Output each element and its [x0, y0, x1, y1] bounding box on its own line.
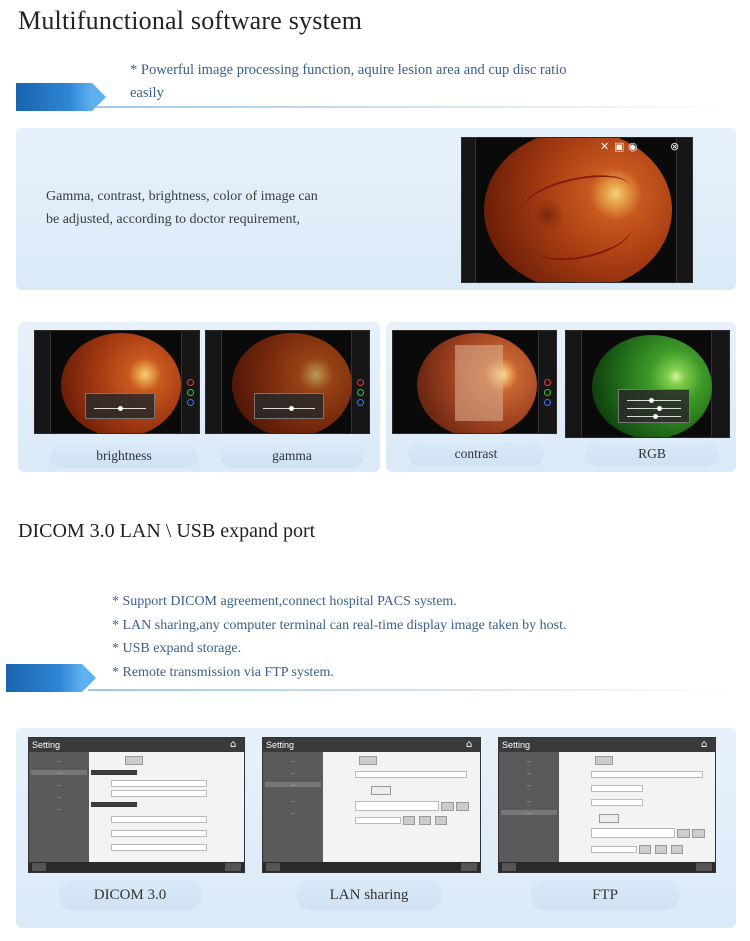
- toggle-button[interactable]: [125, 756, 143, 765]
- setting-title: Setting: [266, 740, 295, 750]
- feature-bullet-line: easily: [130, 85, 164, 101]
- sidebar-item[interactable]: —: [527, 782, 531, 787]
- setting-title-bar: [499, 738, 715, 752]
- lesion-area: [455, 345, 503, 421]
- fundus-screen-main: [461, 137, 693, 283]
- section-separator: [91, 802, 137, 807]
- green-channel-icon[interactable]: [357, 389, 364, 396]
- setting-title: Setting: [32, 740, 61, 750]
- text-field[interactable]: [591, 799, 643, 806]
- remove-button[interactable]: [655, 845, 667, 854]
- feature-bullet-line: * Powerful image processing function, aquire lesion area and cup disc ratio: [130, 62, 567, 78]
- caption-gamma: gamma: [220, 444, 364, 468]
- home-icon[interactable]: ⌂: [230, 739, 237, 750]
- caption-rgb: RGB: [585, 442, 719, 466]
- lan-setting-screen: [262, 737, 481, 873]
- divider: [96, 106, 736, 108]
- format-dropdown[interactable]: [371, 786, 391, 795]
- text-field[interactable]: [355, 801, 439, 811]
- blue-channel-icon[interactable]: [544, 399, 551, 406]
- arrow-banner-icon: [6, 664, 82, 692]
- brightness-screen: [34, 330, 200, 434]
- text-field[interactable]: [355, 771, 467, 778]
- gamma-description-line: be adjusted, according to doctor requirement,: [46, 212, 300, 227]
- blue-channel-icon[interactable]: [357, 399, 364, 406]
- section-separator: [91, 770, 137, 775]
- green-channel-icon[interactable]: [544, 389, 551, 396]
- setting-title-bar: [263, 738, 480, 752]
- home-icon[interactable]: ⌂: [701, 739, 708, 750]
- dicom-bullet: * Support DICOM agreement,connect hospital PACS system.: [112, 594, 457, 609]
- left-toolbar: [35, 331, 51, 433]
- sidebar-item[interactable]: —: [527, 770, 531, 775]
- sidebar-item[interactable]: —: [291, 770, 295, 775]
- sidebar-item[interactable]: —: [57, 794, 61, 799]
- reset-button[interactable]: [441, 802, 454, 811]
- setting-title: Setting: [502, 740, 531, 750]
- setting-sidebar: [263, 752, 323, 862]
- caption-lan-sharing: LAN sharing: [296, 880, 442, 910]
- text-field[interactable]: [591, 771, 703, 778]
- rgb-dialog: [618, 389, 690, 423]
- text-field[interactable]: [355, 817, 401, 824]
- setting-footer: [499, 862, 715, 872]
- text-field[interactable]: [111, 844, 207, 851]
- text-field[interactable]: [591, 846, 637, 853]
- text-field[interactable]: [591, 828, 675, 838]
- sidebar-item[interactable]: —: [291, 758, 295, 763]
- format-dropdown[interactable]: [599, 814, 619, 823]
- more-button[interactable]: [671, 845, 683, 854]
- text-field[interactable]: [111, 830, 207, 837]
- slider-knob[interactable]: [649, 398, 654, 403]
- blue-channel-icon[interactable]: [187, 399, 194, 406]
- dicom-bullet: * Remote transmission via FTP system.: [112, 664, 334, 680]
- sidebar-item[interactable]: —: [527, 758, 531, 763]
- right-toolbar: [676, 138, 692, 282]
- more-button[interactable]: [435, 816, 447, 825]
- back-button[interactable]: [32, 863, 46, 871]
- sidebar-item[interactable]: —: [57, 806, 61, 811]
- save-icon[interactable]: ▣: [614, 140, 625, 153]
- toggle-button[interactable]: [595, 756, 613, 765]
- setting-title-bar: [29, 738, 244, 752]
- caption-contrast: contrast: [408, 442, 544, 466]
- divider: [88, 689, 738, 691]
- gamma-description: [46, 185, 356, 231]
- rgb-screen: [565, 330, 730, 438]
- dicom-bullet: * LAN sharing,any computer terminal can real-time display image taken by host.: [112, 617, 567, 633]
- slider-knob[interactable]: [653, 414, 658, 419]
- setting-footer: [263, 862, 480, 872]
- slider-track: [627, 408, 681, 409]
- green-channel-icon[interactable]: [187, 389, 194, 396]
- toggle-button[interactable]: [359, 756, 377, 765]
- reset-button[interactable]: [677, 829, 690, 838]
- settings-icon[interactable]: ◉: [628, 140, 638, 153]
- exit-icon[interactable]: ⊗: [670, 140, 680, 153]
- red-channel-icon[interactable]: [357, 379, 364, 386]
- left-toolbar: [206, 331, 222, 433]
- red-channel-icon[interactable]: [544, 379, 551, 386]
- slider-knob[interactable]: [118, 406, 123, 411]
- left-toolbar: [566, 331, 582, 437]
- clear-button[interactable]: [692, 829, 705, 838]
- sidebar-item[interactable]: —: [31, 770, 87, 775]
- arrow-banner-icon: [16, 83, 92, 111]
- feature-bullet: [130, 59, 690, 105]
- sidebar-item[interactable]: —: [265, 782, 321, 787]
- back-button[interactable]: [502, 863, 516, 871]
- back-button[interactable]: [266, 863, 280, 871]
- section-title-software: Multifunctional software system: [18, 6, 363, 35]
- red-channel-icon[interactable]: [187, 379, 194, 386]
- gamma-screen: [205, 330, 370, 434]
- slider-knob[interactable]: [657, 406, 662, 411]
- close-icon[interactable]: ✕: [600, 140, 610, 153]
- setting-sidebar: [29, 752, 89, 862]
- confirm-button[interactable]: [696, 863, 712, 871]
- text-field[interactable]: [111, 790, 207, 797]
- text-field[interactable]: [111, 780, 207, 787]
- text-field[interactable]: [111, 816, 207, 823]
- setting-footer: [29, 862, 244, 872]
- caption-ftp: FTP: [530, 880, 680, 910]
- clear-button[interactable]: [456, 802, 469, 811]
- sidebar-item[interactable]: —: [57, 758, 61, 763]
- sidebar-item[interactable]: —: [501, 810, 557, 815]
- contrast-screen: [392, 330, 557, 434]
- home-icon[interactable]: ⌂: [466, 739, 473, 750]
- add-button[interactable]: [639, 845, 651, 854]
- setting-sidebar: [499, 752, 559, 862]
- sidebar-item[interactable]: —: [291, 810, 295, 815]
- dicom-setting-screen: [28, 737, 245, 873]
- gamma-dialog: [254, 393, 324, 419]
- left-toolbar: [462, 138, 476, 282]
- confirm-button[interactable]: [225, 863, 241, 871]
- caption-dicom: DICOM 3.0: [58, 880, 202, 910]
- brightness-dialog: [85, 393, 155, 419]
- text-field[interactable]: [591, 785, 643, 792]
- slider-knob[interactable]: [289, 406, 294, 411]
- dicom-bullet: * USB expand storage.: [112, 641, 242, 656]
- right-toolbar: [711, 331, 729, 437]
- confirm-button[interactable]: [461, 863, 477, 871]
- slider-track: [627, 400, 681, 401]
- gamma-description-line: Gamma, contrast, brightness, color of image can: [46, 189, 318, 204]
- section-title-dicom: DICOM 3.0 LAN \ USB expand port: [18, 520, 316, 542]
- add-button[interactable]: [403, 816, 415, 825]
- sidebar-item[interactable]: —: [57, 782, 61, 787]
- sidebar-item[interactable]: —: [291, 798, 295, 803]
- remove-button[interactable]: [419, 816, 431, 825]
- caption-brightness: brightness: [50, 444, 198, 468]
- sidebar-item[interactable]: —: [527, 798, 531, 803]
- ftp-setting-screen: [498, 737, 716, 873]
- dicom-bullets: [112, 590, 672, 684]
